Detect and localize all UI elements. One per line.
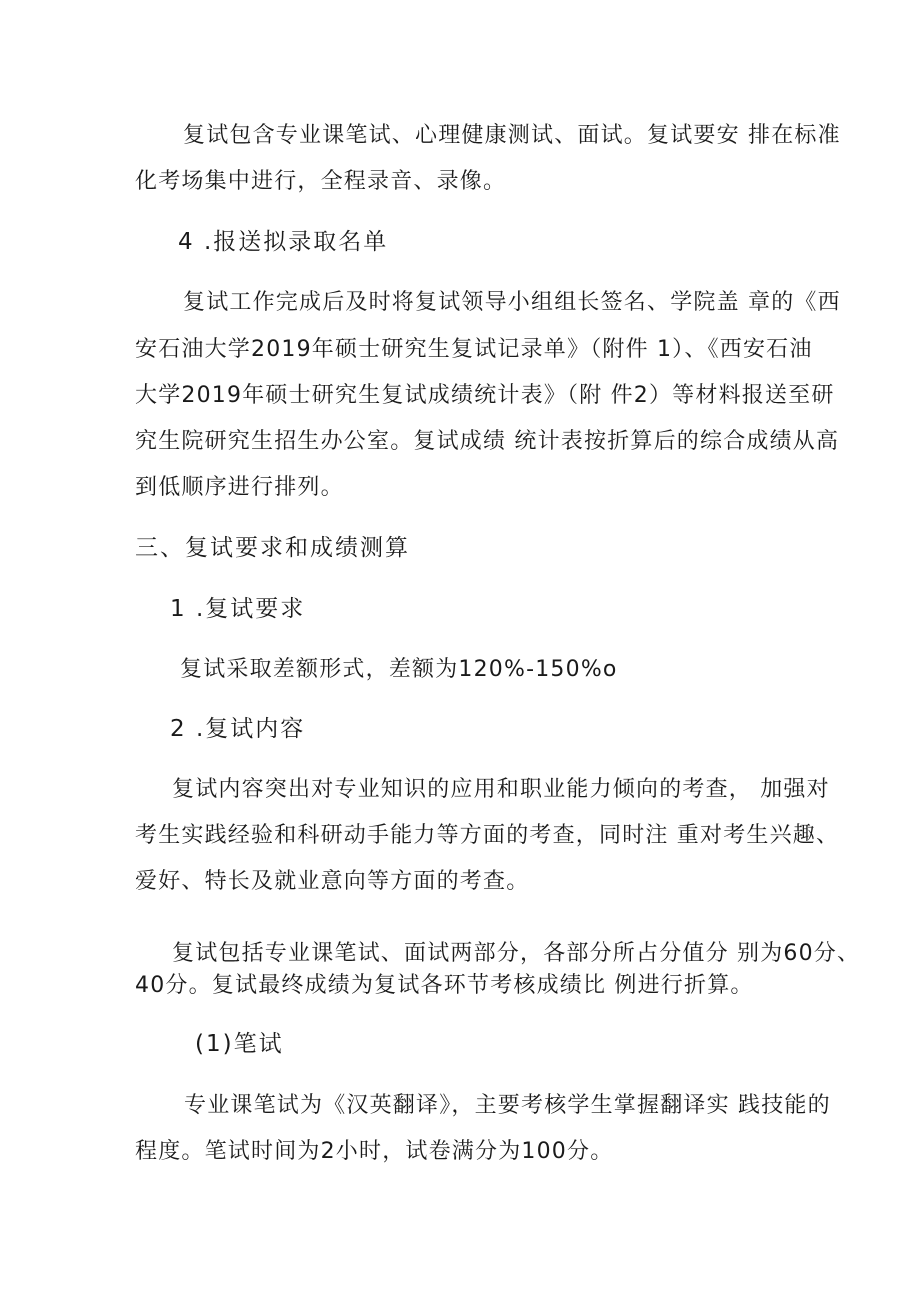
paragraph-line: 复试包含专业课笔试、心理健康测试、面试。复试要安 排在标准 xyxy=(183,123,841,148)
paragraph-line: 程度。笔试时间为2小时，试卷满分为100分。 xyxy=(135,1139,614,1164)
paragraph-line: 复试采取差额形式，差额为120%-150%o xyxy=(180,657,618,682)
paragraph-line: 40分。复试最终成绩为复试各环节考核成绩比 例进行折算。 xyxy=(135,973,754,998)
subheading-report-list: 4 .报送拟录取名单 xyxy=(178,229,389,255)
paragraph-line: 化考场集中进行，全程录音、录像。 xyxy=(135,169,507,194)
paragraph-line: 复试内容突出对专业知识的应用和职业能力倾向的考查， 加强对 xyxy=(172,777,830,802)
paragraph-line: 复试工作完成后及时将复试领导小组组长签名、学院盖 章的《西 xyxy=(183,290,841,315)
paragraph-line: 复试包括专业课笔试、面试两部分，各部分所占分值分 别为60分、 xyxy=(172,941,861,966)
section-heading-requirements: 三、复试要求和成绩测算 xyxy=(135,535,410,561)
paragraph-line: 爱好、特长及就业意向等方面的考查。 xyxy=(135,869,530,894)
paragraph-line: 大学2019年硕士研究生复试成绩统计表》（附 件2）等材料报送至研 xyxy=(135,383,835,408)
paragraph-line: 到低顺序进行排列。 xyxy=(135,475,344,500)
subheading-written-exam: (1)笔试 xyxy=(195,1031,284,1057)
paragraph-line: 究生院研究生招生办公室。复试成绩 统计表按折算后的综合成绩从高 xyxy=(135,429,840,454)
paragraph-line: 专业课笔试为《汉英翻译》，主要考核学生掌握翻译实 践技能的 xyxy=(184,1093,831,1118)
paragraph-line: 考生实践经验和科研动手能力等方面的考查，同时注 重对考生兴趣、 xyxy=(135,823,840,848)
subheading-requirements: 1 .复试要求 xyxy=(170,596,306,622)
subheading-content: 2 .复试内容 xyxy=(170,716,306,742)
paragraph-line: 安石油大学2019年硕士研究生复试记录单》（附件 1）、《西安石油 xyxy=(135,337,813,362)
